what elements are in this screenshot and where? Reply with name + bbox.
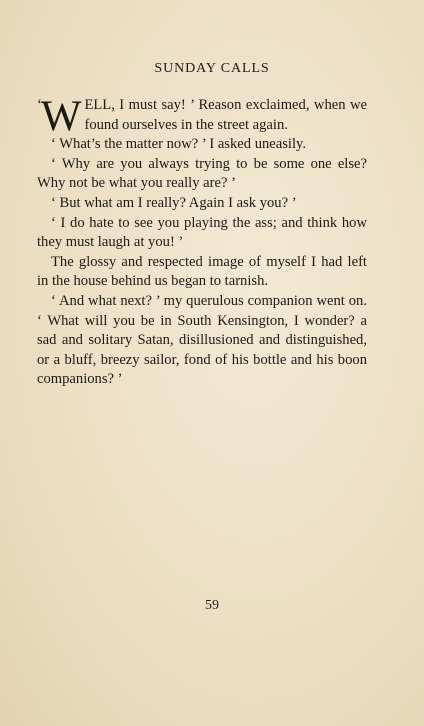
paragraph-5: ‘ I do hate to see you playing the ass; and think how they must laugh at you! ’	[37, 214, 367, 251]
drop-cap: W	[40, 93, 82, 140]
paragraph-1	[37, 93, 367, 140]
page-number: 59	[205, 598, 219, 613]
paragraph-2: ‘ What’s the matter now? ’ I asked uneasily.	[51, 136, 307, 153]
paragraph-1-text: ELL, I must say! ’ Reason exclaimed, when we found ourselves in the street again.	[84, 97, 367, 133]
body-text	[37, 93, 367, 390]
paragraph-6: The glossy and respected image of myself I had left in the house behind us began to tarnish.	[37, 253, 367, 290]
paragraph-3: ‘ Why are you always trying to be some one else? Why not be what you really are? ’	[37, 155, 367, 192]
paragraph-7: ‘ And what next? ’ my querulous companion went on. ‘ What will you be in South Kensington, I wonder? a sad and solitary Satan, disillusioned and distinguished, or a bluff, breezy sailor, fond of his bottle and his boon companions? ’	[37, 292, 367, 388]
running-head: SUNDAY CALLS	[154, 61, 270, 76]
opening-quote: ‘	[37, 97, 42, 113]
paragraph-4: ‘ But what am I really? Again I ask you? ’	[51, 194, 297, 211]
